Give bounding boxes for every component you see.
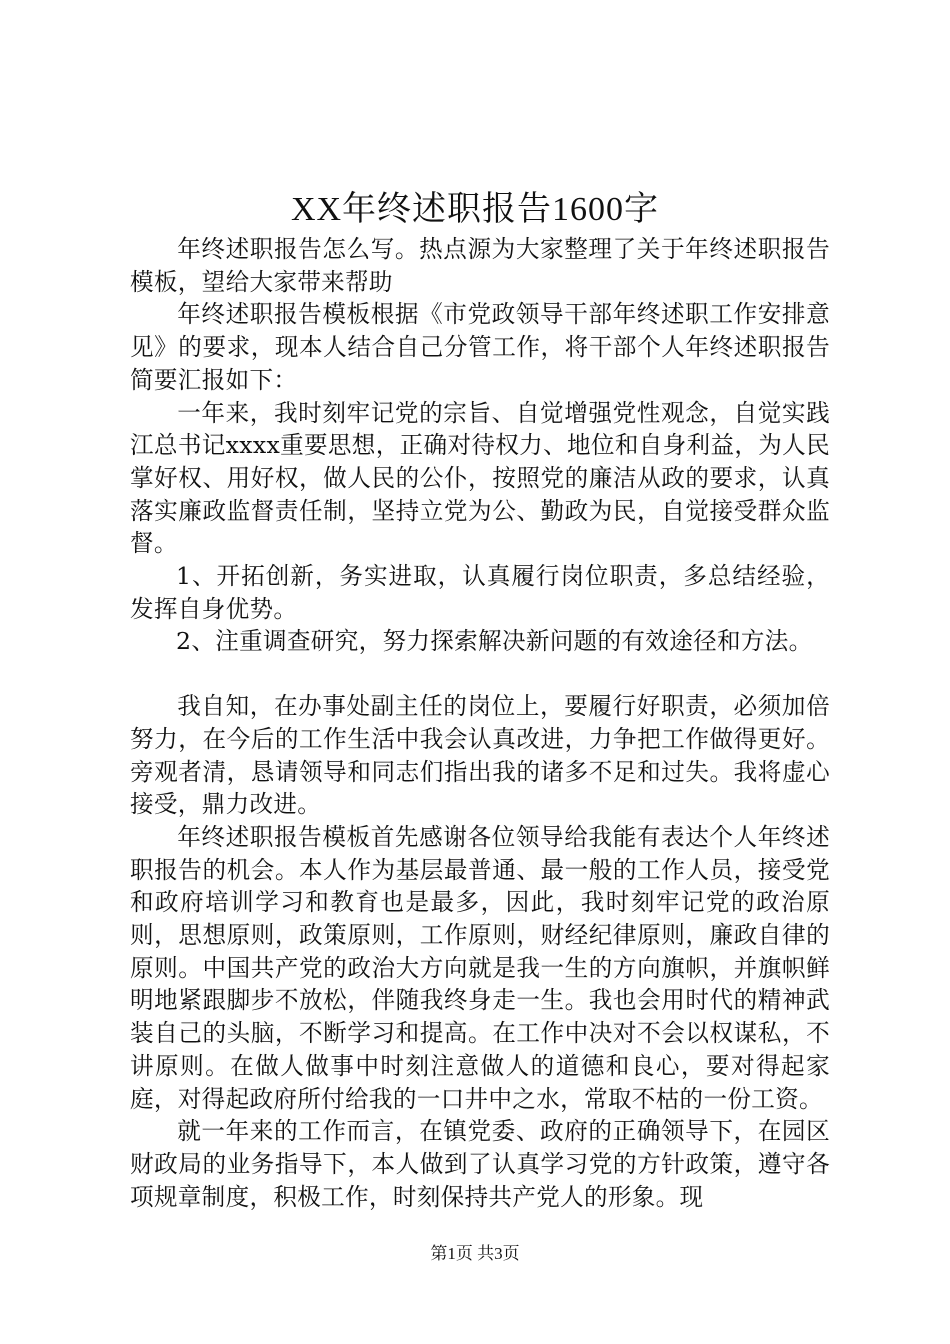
page-indicator: 第1页 共3页 [430, 1244, 520, 1263]
paragraph-intro: 年终述职报告怎么写。热点源为大家整理了关于年终述职报告模板，望给大家带来帮助 [130, 235, 830, 296]
paragraph-template-basis: 年终述职报告模板根据《市党政领导干部年终述职工作安排意见》的要求，现本人结合自己分管工作，将干部个人年终述职报告简要汇报如下： [130, 300, 830, 394]
document-body [130, 233, 830, 1213]
paragraph-year-summary: 一年来，我时刻牢记党的宗旨、自觉增强党性观念，自觉实践江总书记xxxx重要思想，正确对待权力、地位和自身利益，为人民掌好权、用好权，做人民的公仆，按照党的廉洁从政的要求，认真落实廉政监督责任制，坚持立党为公、勤政为民，自觉接受群众监督。 [130, 398, 830, 558]
document-title: XX年终述职报告1600字 [290, 191, 660, 228]
paragraph-item-2: 2、注重调查研究，努力探索解决新问题的有效途径和方法。 [176, 627, 813, 656]
paragraph-item-1: 1、开拓创新，务实进取，认真履行岗位职责，多总结经验，发挥自身优势。 [130, 562, 830, 623]
paragraph-thanks: 年终述职报告模板首先感谢各位领导给我能有表达个人年终述职报告的机会。本人作为基层最普通、最一般的工作人员，接受党和政府培训学习和教育也是最多，因此，我时刻牢记党的政治原则，思想原则，政策原则，工作原则，财经纪律原则，廉政自律的原则。中国共产党的政治大方向就是我一生的方向旗帜，并旗帜鲜明地紧跟脚步不放松，伴随我终身走一生。我也会用时代的精神武装自己的头脑，不断学习和提高。在工作中决对不会以权谋私，不讲原则。在做人做事中时刻注意做人的道德和良心，要对得起家庭，对得起政府所付给我的一口井中之水，常取不枯的一份工资。 [130, 822, 830, 1113]
paragraph-self-reflection: 我自知，在办事处副主任的岗位上，要履行好职责，必须加倍努力，在今后的工作生活中我会认真改进，力争把工作做得更好。旁观者清，恳请领导和同志们指出我的诸多不足和过失。我将虚心接受，鼎力改进。 [130, 692, 830, 819]
paragraph-work-overview: 就一年来的工作而言，在镇党委、政府的正确领导下，在园区财政局的业务指导下，本人做到了认真学习党的方针政策，遵守各项规章制度，积极工作，时刻保持共产党人的形象。现 [130, 1117, 830, 1211]
